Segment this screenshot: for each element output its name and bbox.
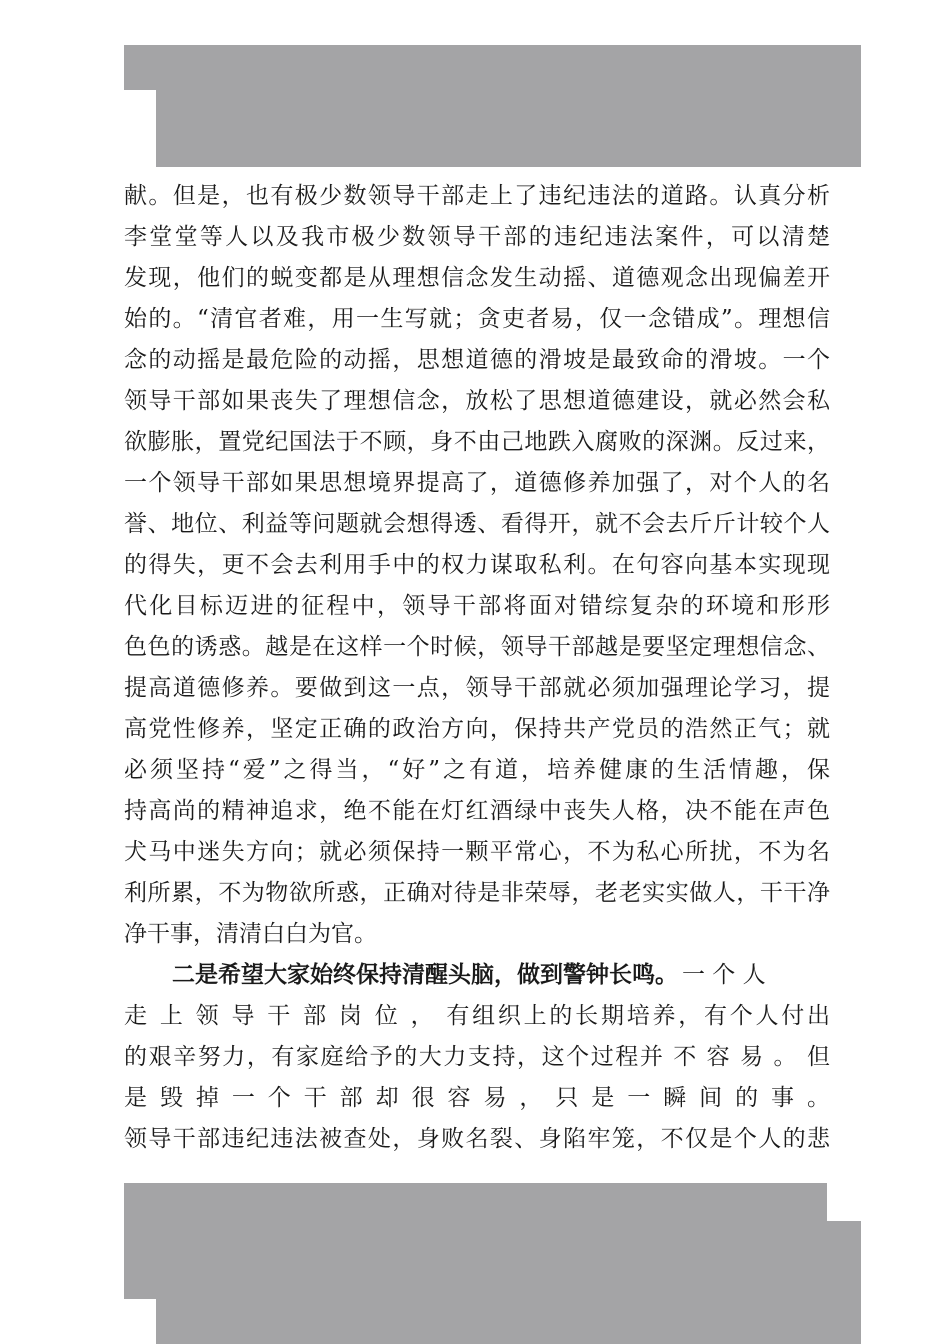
text-line: 提高道德修养。要做到这一点，领导干部就必须加强理论学习，提 [124,675,830,701]
text-line: 的得失，更不会去利用手中的权力谋取私利。在句容向基本实现现 [124,552,830,578]
text-line: 发现，他们的蜕变都是从理想信念发生动摇、道德观念出现偏差开 [124,265,830,291]
text-line: 献。但是，也有极少数领导干部走上了违纪违法的道路。认真分析 [124,183,830,209]
footer-block [124,1221,861,1299]
header-band [124,45,861,90]
text-line: 誉、地位、利益等问题就会想得透、看得开，就不会去斤斤计较个人 [124,511,830,537]
paragraph-2-lines [124,996,830,1160]
text-line: 色色的诱惑。越是在这样一个时候，领导干部越是要坚定理想信念、 [124,634,830,660]
text-line: 必须坚持“爱”之得当，“好”之有道，培养健康的生活情趣，保 [124,757,830,783]
text-line: 犬马中迷失方向；就必须保持一颗平常心，不为私心所扰，不为名 [124,839,830,865]
text-line: 领导干部违纪违法被查处，身败名裂、身陷牢笼，不仅是个人的悲 [124,1126,830,1152]
footer-tail [156,1299,861,1344]
text-line: 是 毁 掉 一 个 干 部 却 很 容 易 ， 只 是 一 瞬 间 的 事 。 [124,1085,830,1111]
text-line: 高党性修养，坚定正确的政治方向，保持共产党员的浩然正气；就 [124,716,830,742]
paragraph-text: 一 个 人 [682,962,766,988]
text-line: 领导干部如果丧失了理想信念，放松了思想道德建设，就必然会私 [124,388,830,414]
text-line: 走 上 领 导 干 部 岗 位 ， 有组织上的长期培养，有个人付出 [124,1003,830,1029]
paragraph-1 [124,176,830,955]
text-line: 念的动摇是最危险的动摇，思想道德的滑坡是最致命的滑坡。一个 [124,347,830,373]
paragraph-2-first-line [124,955,830,996]
text-line: 代化目标迈进的征程中，领导干部将面对错综复杂的环境和形形 [124,593,830,619]
text-line: 利所累，不为物欲所惑，正确对待是非荣辱，老老实实做人，干干净 [124,880,830,906]
paragraph-heading: 二是希望大家始终保持清醒头脑，做到警钟长鸣。 [172,962,678,988]
text-line: 一个领导干部如果思想境界提高了，道德修养加强了，对个人的名 [124,470,830,496]
text-line: 净干事，清清白白为官。 [124,921,377,947]
text-line: 始的。“清官者难，用一生写就；贪吏者易，仅一念错成”。理想信 [124,306,830,332]
document-body [124,176,830,1160]
text-line: 欲膨胀，置党纪国法于不顾，身不由己地跌入腐败的深渊。反过来， [124,429,830,455]
text-line: 的艰辛努力，有家庭给予的大力支持，这个过程并 不 容 易 。 但 [124,1044,830,1070]
header-block [156,90,861,167]
text-line: 持高尚的精神追求，绝不能在灯红酒绿中丧失人格，决不能在声色 [124,798,830,824]
paragraph-2 [124,955,830,1160]
text-line: 李堂堂等人以及我市极少数领导干部的违纪违法案件，可以清楚 [124,224,830,250]
